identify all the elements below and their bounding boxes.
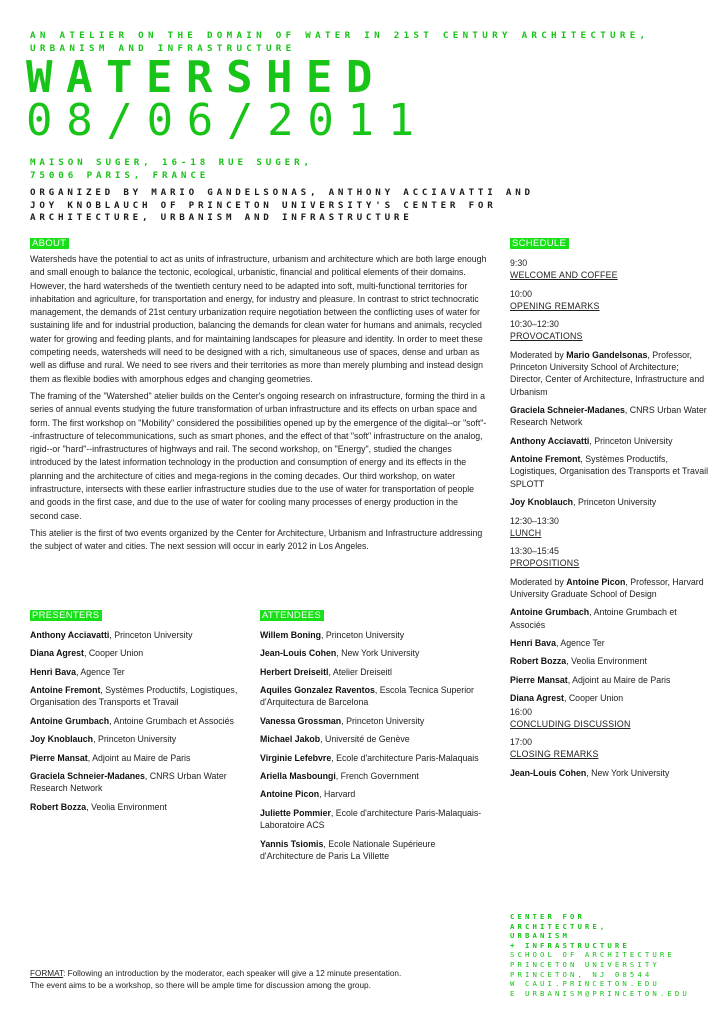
university-line: PRINCETON UNIVERSITY	[510, 959, 660, 969]
list-item: Pierre Mansat, Adjoint au Maire de Paris	[30, 752, 191, 763]
address-line: PRINCETON, NJ 08544	[510, 969, 653, 979]
schedule-column	[510, 257, 710, 785]
attendees-heading: ATTENDEES	[260, 610, 324, 621]
schedule-speaker: Antoine Fremont, Systèmes Productifs, Logistiques, Organisation des Transports et Travail SPLOTT	[510, 454, 709, 489]
center-name-line: CENTER FOR	[510, 912, 585, 921]
list-item: Aquiles Gonzalez Raventos, Escola Tecnica Superior d'Arquitectura de Barcelona	[260, 685, 474, 708]
list-item: Antoine Fremont, Systèmes Productifs, Logistiques, Organisation des Transports et Travail	[30, 685, 238, 708]
list-item: Michael Jakob, Université de Genève	[260, 734, 410, 745]
format-text-2: The event aims to be a workshop, so there will be ample time for discussion among the group.	[30, 981, 371, 991]
list-item: Herbert Dreiseitl, Atelier Dreiseitl	[260, 666, 393, 677]
opening-label: OPENING REMARKS	[510, 300, 600, 311]
list-item: Diana Agrest, Cooper Union	[30, 648, 144, 659]
website-line: W CAUI.PRINCETON.EDU	[510, 979, 660, 989]
list-item: Juliette Pommier, Ecole d'architecture Paris-Malaquais-Laboratoire ACS	[260, 807, 482, 831]
propositions-moderator: Moderated by Antoine Picon, Professor, Harvard University Graduate School of Design	[510, 576, 704, 599]
about-paragraph-2: The framing of the "Watershed" atelier builds on the Center's ongoing research on infrastructure, forming the third in a series of annual events studying the future transformation of urban infrastructure and its effects on urban space and form. The first workshop on "Mobility" considered the possibilities opened up by the emergence of the digital--or "soft"--infrastructure of telecommunications, such as smart phones, and the effect of that "soft" infrastructure on the analog, rigid--or "hard"--infrastructures of highways and rail. The second workshop, on "Energy", studied the changes introduced by the latest information technology in the production and consumption of energy and its effects in the planning and the architecture of cities and mega-regions in the coming decades. Our third workshop, on water infrastructure, intersects with these earlier infrastructure studies due to the use of water for transportation of people and goods in the first case, and due to the use of water for cooling many processes of energy production in the second case.	[30, 390, 487, 521]
venue-line-1: MAISON SUGER, 16-18 RUE SUGER,	[30, 157, 313, 168]
lunch-time: 12:30–13:30	[510, 515, 559, 526]
center-name-line: + INFRASTRUCTURE	[510, 940, 630, 950]
schedule-speaker: Graciela Schneier-Madanes, CNRS Urban Water Research Network	[510, 405, 707, 428]
closing-label: CLOSING REMARKS	[510, 749, 599, 760]
list-item: Jean-Louis Cohen, New York University	[260, 648, 420, 659]
list-item: Antoine Picon, Harvard	[260, 789, 356, 800]
list-item: Graciela Schneier-Madanes, CNRS Urban Water Research Network	[30, 771, 227, 794]
propositions-label: PROPOSITIONS	[510, 558, 580, 569]
schedule-speaker: Antoine Grumbach, Antoine Grumbach et Associés	[510, 607, 677, 630]
concluding-label: CONCLUDING DISCUSSION	[510, 718, 631, 729]
organizers-statement: ORGANIZED BY MARIO GANDELSONAS, ANTHONY ACCIAVATTI AND JOY KNOBLAUCH OF PRINCETON UNIVERSITY'S CENTER FOR ARCHITECTURE, URBANISM AND INFRASTRUCTURE	[30, 187, 534, 224]
event-date: 08/06/2011	[26, 95, 428, 146]
venue-line-2: 75006 PARIS, FRANCE	[30, 170, 210, 181]
list-item: Robert Bozza, Veolia Environment	[30, 801, 167, 812]
schedule-speaker: Joy Knoblauch, Princeton University	[510, 497, 657, 508]
list-item: Vanessa Grossman, Princeton University	[260, 715, 425, 726]
welcome-time: 9:30	[510, 258, 528, 268]
venue-address	[30, 156, 430, 182]
closing-speaker: Jean-Louis Cohen, New York University	[510, 767, 670, 778]
schedule-speaker: Henri Bava, Agence Ter	[510, 638, 605, 649]
list-item: Anthony Acciavatti, Princeton University	[30, 630, 193, 640]
list-item: Joy Knoblauch, Princeton University	[30, 734, 177, 745]
center-name-line: URBANISM	[510, 931, 570, 941]
provocations-time: 10:30–12:30	[510, 319, 559, 330]
presenters-heading: PRESENTERS	[30, 610, 102, 621]
welcome-label: WELCOME AND COFFEE	[510, 270, 618, 281]
center-name-line: ARCHITECTURE,	[510, 921, 608, 931]
list-item: Ariella Masboungi, French Government	[260, 771, 419, 782]
about-body	[30, 253, 488, 558]
lunch-label: LUNCH	[510, 527, 542, 538]
opening-time: 10:00	[510, 288, 533, 299]
about-paragraph-1: Watersheds have the potential to act as units of infrastructure, urbanism and architecture which are both large enough and small enough to balance the tectonic, ecological, urbanistic, financial and political elements of their domains. However, the hard watersheds of the twentieth century need to be adapted into soft, multi-functional territories for inhabitation and agriculture, for transportation and energy, for industry and pleasure. In contrast to strict technocratic management, the demands of 21st century urbanization require negotiation between the conflicting uses of water for sustaining life and for industrial production, balancing the demands for clean water for humans and animals, recycled water for growing and feeding plants, and for maintaining landscapes for pleasure and identity. In order to meet these competing needs, watersheds will need to be designed with a rich, simultaneous use of spaces, dense and urban as well as diffuse and rural. We need to see rivers and their territories as more than merely plumbing and instead design them as flexible bodies with amorphous edges and changing geometries.	[30, 254, 487, 384]
schedule-speaker: Anthony Acciavatti, Princeton University	[510, 435, 673, 446]
format-note	[30, 968, 500, 993]
tagline: AN ATELIER ON THE DOMAIN OF WATER IN 21ST CENTURY ARCHITECTURE, URBANISM AND INFRASTRUCTURE	[30, 30, 650, 54]
propositions-time: 13:30–15:45	[510, 546, 559, 557]
provocations-label: PROVOCATIONS	[510, 331, 583, 342]
list-item: Virginie Lefebvre, Ecole d'architecture Paris-Malaquais	[260, 752, 479, 763]
list-item: Yannis Tsiomis, Ecole Nationale Supérieure d'Architecture de Paris La Villette	[260, 838, 436, 861]
event-title: WATERSHED	[26, 52, 386, 103]
attendees-list	[260, 629, 482, 868]
email-line: E URBANISM@PRINCETON.EDU	[510, 988, 690, 998]
format-text-1: : Following an introduction by the moderator, each speaker will give a 12 minute presentation.	[63, 969, 402, 978]
school-line: SCHOOL OF ARCHITECTURE	[510, 950, 675, 960]
schedule-speaker: Pierre Mansat, Adjoint au Maire de Paris	[510, 674, 671, 685]
list-item: Henri Bava, Agence Ter	[30, 666, 125, 677]
schedule-heading: SCHEDULE	[510, 238, 569, 249]
about-paragraph-3: This atelier is the first of two events organized by the Center for Architecture, Urbanism and Infrastructure addressing the subject of water and cities. The next session will occur in early 2012 in Los Angeles.	[30, 527, 483, 552]
presenters-list	[30, 629, 248, 819]
provocations-moderator: Moderated by Mario Gandelsonas, Professor, Princeton University School of Architecture; Director, Center of Architecture, Infrastructure and Urbanism	[510, 349, 705, 397]
center-contact-block	[510, 912, 710, 998]
about-heading: ABOUT	[30, 238, 69, 249]
list-item: Willem Boning, Princeton University	[260, 630, 405, 640]
list-item: Antoine Grumbach, Antoine Grumbach et Associés	[30, 715, 234, 726]
format-label: FORMAT	[30, 969, 64, 978]
schedule-speaker: Diana Agrest, Cooper Union	[510, 693, 624, 704]
concluding-time: 16:00	[510, 706, 533, 717]
schedule-speaker: Robert Bozza, Veolia Environment	[510, 656, 647, 667]
closing-time: 17:00	[510, 737, 533, 748]
